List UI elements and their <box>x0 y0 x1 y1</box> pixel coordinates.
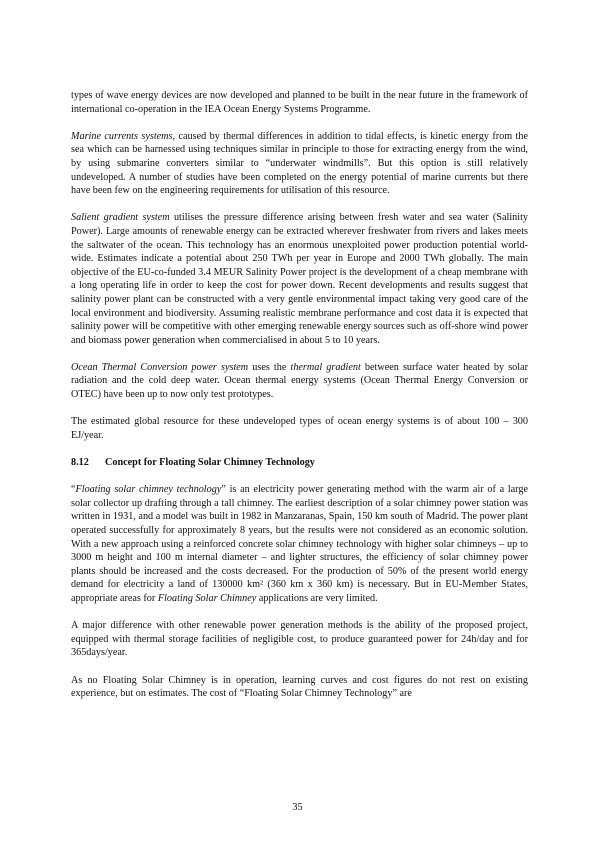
page-body <box>71 89 528 714</box>
term-floating-solar-chimney: Floating Solar Chimney <box>157 592 257 604</box>
paragraph-text: , caused by thermal differences in addition to tidal effects, is kinetic energy from the sea which can be harnessed using techniques similar in principle to those for extracting energy from the wind, by using submarine converters similar to “underwater windmills”. But this option is still relatively undeveloped. A number of studies have been completed on the energy potential of marine currents but there have been few on the engineering requirements for utilisation of this resource. <box>71 130 528 197</box>
paragraph-major-difference: A major difference with other renewable power generation methods is the ability of the proposed project, equipped with thermal storage facilities of negligible cost, to produce guaranteed power for 24h/day and for 365days/year. <box>71 620 528 659</box>
paragraph-text: ” is an electricity power generating method with the warm air of a large solar collector up drafting through a tall chimney. The earliest description of a solar chimney power station was written in 1931, and a model was built in 1982 in Manzaranas, Spain, 150 km south of Madrid. The power plant operated successfully for approximately 8 years, but the results were not considered as an economic solution. With a new approach using a reinforced concrete solar chimney technology with higher solar chimneys – up to 3000 m height and 100 m internal diameter – and lighter structures, the efficiency of solar chimney power plants should be increased and the costs decreased. For the production of 50% of the present world energy demand for electricity a land of 130000 km² (360 km x 360 km) is necessary. But in EU-Member States, appropriate areas for <box>71 484 529 604</box>
paragraph-marine-currents <box>71 130 528 198</box>
section-heading <box>71 456 528 470</box>
page-number: 35 <box>292 802 303 813</box>
paragraph-global-resource: The estimated global resource for these undeveloped types of ocean energy systems is of about 100 – 300 EJ/year. <box>71 416 528 441</box>
paragraph-wave-energy: types of wave energy devices are now developed and planned to be built in the near future in the framework of international co-operation in the IEA Ocean Energy Systems Programme. <box>71 90 528 115</box>
term-marine-currents: Marine currents systems <box>71 130 173 142</box>
paragraph-ocean-thermal <box>71 361 528 402</box>
paragraph-text: between surface water heated by solar radiation and the cold deep water. Ocean thermal energy systems (Ocean Thermal Energy Conversion or OTEC) have been up to now only test prototypes. <box>71 361 529 401</box>
paragraph-text: applications are very limited. <box>256 592 378 604</box>
section-title: Concept for Floating Solar Chimney Technology <box>105 457 315 469</box>
term-thermal-gradient: thermal gradient <box>290 361 361 373</box>
term-ocean-thermal: Ocean Thermal Conversion power system <box>71 361 249 373</box>
paragraph-floating-solar-chimney <box>71 483 528 605</box>
term-salient-gradient: Salient gradient system <box>71 212 170 224</box>
paragraph-salinity-gradient <box>71 211 528 347</box>
term-floating-solar-chimney-technology: Floating solar chimney technology <box>75 484 222 496</box>
paragraph-text: uses the <box>248 361 291 373</box>
section-number: 8.12 <box>71 457 89 469</box>
paragraph-learning-curves: As no Floating Solar Chimney is in operation, learning curves and cost figures do not rest on existing experience, but on estimates. The cost of “Floating Solar Chimney Technology” are <box>71 674 528 700</box>
open-quote: “ <box>71 484 76 496</box>
paragraph-text: utilises the pressure difference arising between fresh water and sea water (Salinity Power). Large amounts of renewable energy can be extracted wherever freshwater from rivers and lakes meets the saltwater of the ocean. This technology has an enormous unexploited power production potential world-wide. Estimates indicate a potential about 250 TWh per year in Europe and 2000 TWh globally. The main objective of the EU-co-funded 3.4 MEUR Salinity Power project is the development of a cheap membrane with a long operating life in order to keep the cost for power down. Recent developments and results suggest that salinity power plant can be constructed with a very gentle environmental impact taking very good care of the local environment and biodiversity. Assuming realistic membrane performance and cost data it is expected that salinity power will be competitive with other emerging renewable energy sources such as off-shore wind power and biomass power generation when commercialised in about 5 to 10 years. <box>71 212 528 346</box>
